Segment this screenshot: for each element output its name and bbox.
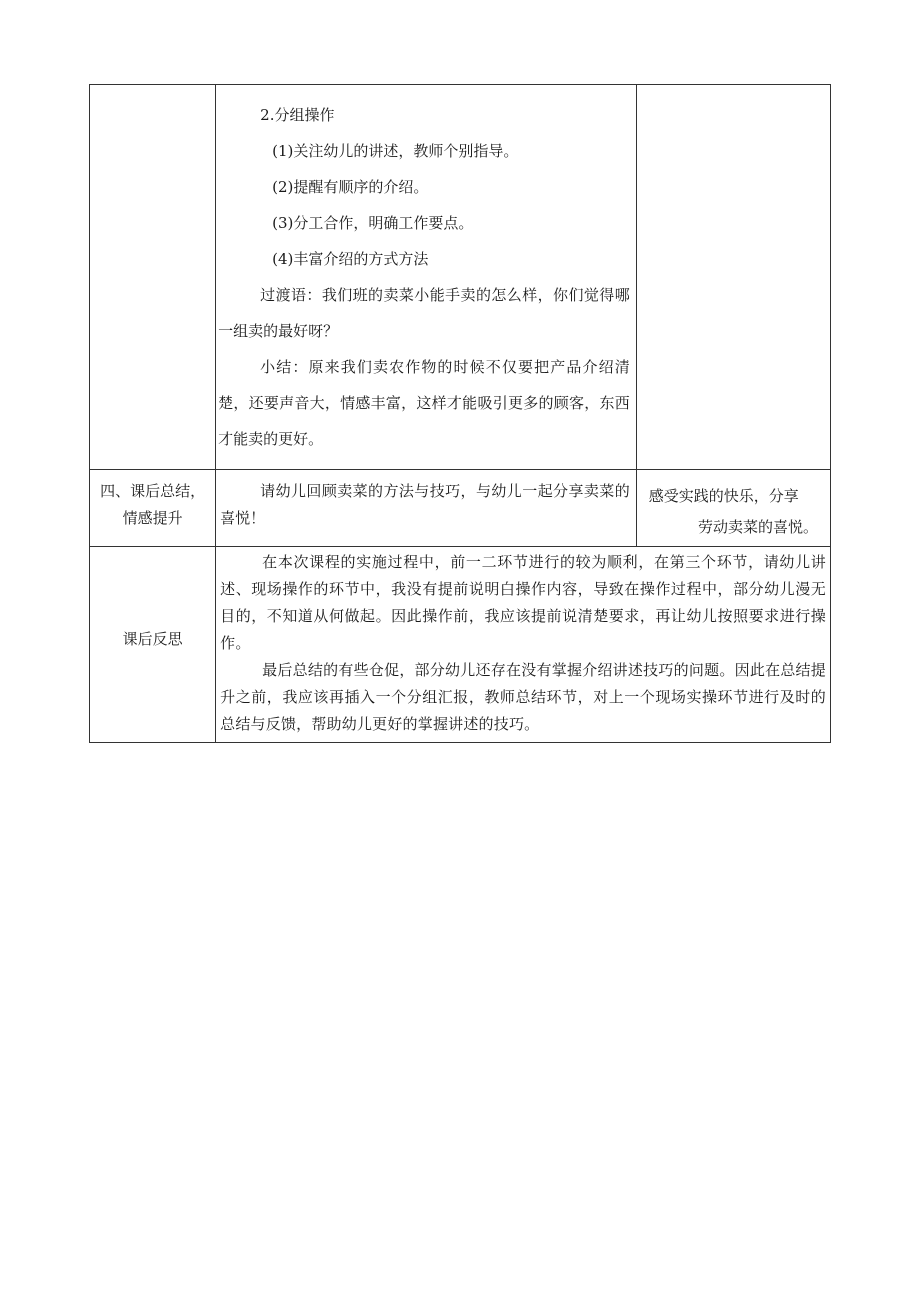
- summary-text: 小结：原来我们卖农作物的时候不仅要把产品介绍清楚，还要声音大，情感丰富，这样才能吸引更多的顾客，东西才能卖的更好。: [218, 358, 630, 448]
- table-row-group-operation: [90, 85, 831, 470]
- goal-text-line1: 感受实践的快乐，分享: [648, 487, 799, 505]
- stage-title-line2: 情感提升: [122, 509, 183, 527]
- table-row-summary: [90, 470, 831, 547]
- transition-text: 过渡语：我们班的卖菜小能手卖的怎么样，你们觉得哪一组卖的最好呀？: [218, 286, 630, 340]
- step-item-3: (3)分工合作，明确工作要点。: [272, 214, 474, 232]
- reflection-paragraph-1: 在本次课程的实施过程中，前一二环节进行的较为顺利，在第三个环节，请幼儿讲述、现场操作的环节中，我没有提前说明白操作内容，导致在操作过程中，部分幼儿漫无目的，不知道从何做起。因此操作前，我应该提前说清楚要求，再让幼儿按照要求进行操作。: [220, 553, 826, 652]
- reflection-paragraph-2: 最后总结的有些仓促，部分幼儿还存在没有掌握介绍讲述技巧的问题。因此在总结提升之前，我应该再插入一个分组汇报，教师总结环节，对上一个现场实操环节进行及时的总结与反馈，帮助幼儿更好的掌握讲述的技巧。: [220, 661, 826, 733]
- reflection-label-cell: [90, 547, 216, 743]
- stage-cell-summary: [90, 470, 216, 547]
- step-item-1: (1)关注幼儿的讲述，教师个别指导。: [272, 142, 519, 160]
- step-item-4: (4)丰富介绍的方式方法: [272, 250, 429, 268]
- lesson-plan-table: [89, 84, 831, 743]
- goal-cell-empty: [636, 85, 830, 470]
- summary-process-text: 请幼儿回顾卖菜的方法与技巧，与幼儿一起分享卖菜的喜悦！: [220, 482, 630, 527]
- reflection-content-cell: [216, 547, 831, 743]
- goal-text-line2: 劳动卖菜的喜悦。: [697, 518, 818, 536]
- step-heading: 2.分组操作: [260, 106, 335, 124]
- goal-cell-summary: [636, 470, 830, 547]
- stage-title-line1: 四、课后总结，: [100, 482, 206, 500]
- stage-cell-empty: [90, 85, 216, 470]
- process-cell-summary: [216, 470, 637, 547]
- process-cell-group-operation: [216, 85, 637, 470]
- reflection-label: 课后反思: [122, 630, 183, 648]
- table-row-reflection: [90, 547, 831, 743]
- step-item-2: (2)提醒有顺序的介绍。: [272, 178, 429, 196]
